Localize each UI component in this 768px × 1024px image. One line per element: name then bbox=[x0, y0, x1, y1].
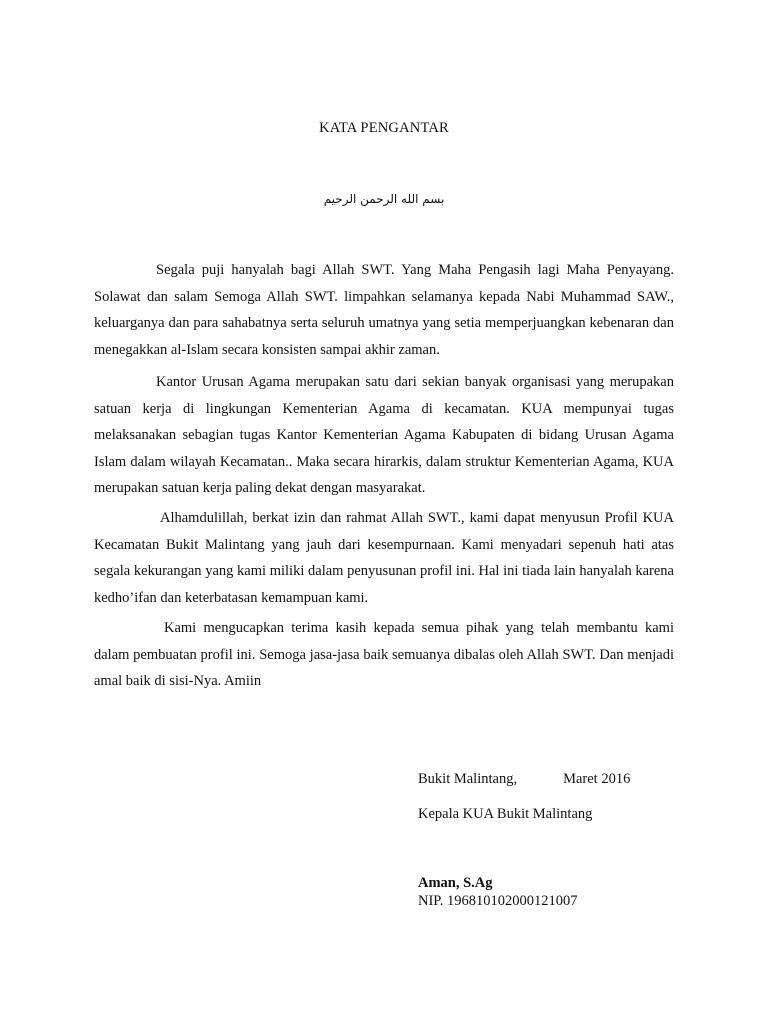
paragraph-1: Segala puji hanyalah bagi Allah SWT. Yang Maha Pengasih lagi Maha Penyayang. Solawat dan salam Semoga Allah SWT. limpahkan selamanya kepada Nabi Muhammad SAW., keluarganya dan para sahabatnya serta seluruh umatnya yang setia memperjuangkan kebenaran dan menegakkan al-Islam secara konsisten sampai akhir zaman. bbox=[94, 262, 674, 358]
basmala-line: بسم الله الرحمن الرحيم bbox=[323, 192, 445, 206]
signature-position: Kepala KUA Bukit Malintang bbox=[418, 806, 593, 822]
paragraph-4: Kami mengucapkan terima kasih kepada semua pihak yang telah membantu kami dalam pembuatan profil ini. Semoga jasa-jasa baik semuanya dibalas oleh Allah SWT. Dan menjadi amal baik di sisi-Nya. Amiin bbox=[94, 620, 674, 689]
signature-nip: NIP. 196810102000121007 bbox=[418, 893, 578, 909]
signature-place: Bukit Malintang, bbox=[418, 771, 518, 787]
paragraph-2: Kantor Urusan Agama merupakan satu dari sekian banyak organisasi yang merupakan satuan kerja di lingkungan Kementerian Agama di kecamatan. KUA mempunyai tugas melaksanakan sebagian tugas Kantor Kementerian Agama Kabupaten di bidang Urusan Agama Islam dalam wilayah Kecamatan.. Maka secara hirarkis, dalam struktur Kementerian Agama, KUA merupakan satuan kerja paling dekat dengan masyarakat. bbox=[94, 374, 674, 496]
signature-name: Aman, S.Ag bbox=[418, 875, 493, 891]
signature-date: Maret 2016 bbox=[563, 771, 631, 787]
paragraph-3: Alhamdulillah, berkat izin dan rahmat Allah SWT., kami dapat menyusun Profil KUA Kecamatan Bukit Malintang yang jauh dari kesempurnaan. Kami menyadari sepenuh hati atas segala kekurangan yang kami miliki dalam penyusunan profil ini. Hal ini tiada lain hanyalah karena kedho’ifan dan keterbatasan kemampuan kami. bbox=[94, 510, 674, 606]
signature-place-date bbox=[418, 771, 630, 788]
page-title: KATA PENGANTAR bbox=[319, 120, 449, 136]
